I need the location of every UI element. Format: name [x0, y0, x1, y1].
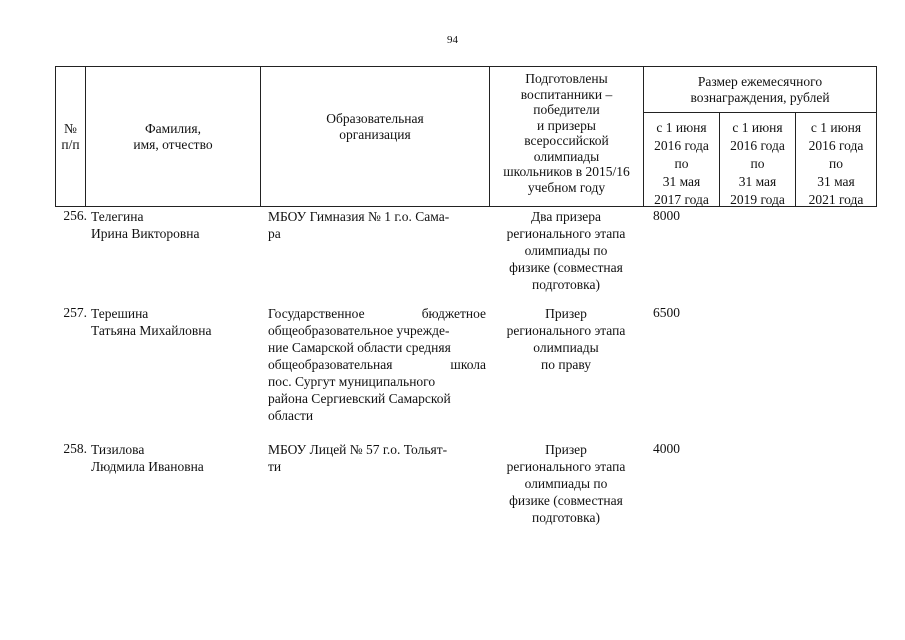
- header-olymp-line: воспитанники –: [520, 86, 613, 102]
- row-organization: [268, 208, 486, 242]
- org-line: ти: [268, 459, 282, 474]
- org-line: ние Самарской области средняя: [268, 340, 451, 355]
- header-period-2019: [720, 113, 796, 207]
- table-header: [55, 66, 877, 207]
- header-reward-title: [644, 67, 876, 113]
- header-period-2017: [644, 113, 720, 207]
- row-olympiad-result: [489, 208, 643, 293]
- period-line: 2017 года: [654, 192, 709, 207]
- olymp-line: регионального этапа: [506, 459, 626, 474]
- org-line: [268, 356, 486, 373]
- header-olymp-line: всероссийской: [524, 133, 609, 148]
- period-line: 31 мая: [662, 174, 701, 189]
- olymp-line: физике (совместная: [509, 260, 623, 275]
- header-olymp-line: олимпиады: [533, 148, 600, 164]
- period-line: с 1 июня: [656, 120, 707, 135]
- org-line: пос. Сургут муниципального: [268, 374, 436, 389]
- org-word: школа: [450, 357, 486, 372]
- header-period-2021: [796, 113, 876, 207]
- page-number: 94: [447, 34, 458, 46]
- period-line: 2019 года: [730, 192, 785, 207]
- org-line: ра: [268, 226, 281, 241]
- header-number-line: п/п: [61, 136, 80, 152]
- org-word: бюджетное: [421, 306, 486, 321]
- org-line: МБОУ Гимназия № 1 г.о. Сама-: [268, 209, 450, 224]
- header-olymp-line: Подготовлены: [525, 71, 608, 86]
- header-number-line: №: [64, 120, 77, 136]
- olymp-line: олимпиады по: [524, 476, 608, 491]
- org-line: района Сергиевский Самарской: [268, 391, 451, 406]
- olymp-line: Два призера: [530, 209, 602, 224]
- row-olympiad-result: [489, 305, 643, 373]
- header-olymp-line: и призеры: [537, 117, 596, 133]
- org-line: МБОУ Лицей № 57 г.о. Тольят-: [268, 442, 448, 457]
- period-line: по: [829, 156, 843, 171]
- olymp-line: Призер: [545, 306, 587, 321]
- header-reward-group: [644, 67, 876, 206]
- row-organization: [268, 441, 486, 475]
- olymp-line: олимпиады по: [524, 243, 608, 258]
- period-line: с 1 июня: [732, 120, 783, 135]
- olymp-line: подготовка): [532, 510, 600, 525]
- header-olymp-line: школьников в 2015/16: [503, 164, 630, 179]
- org-line: области: [268, 408, 314, 423]
- period-line: по: [750, 156, 765, 171]
- period-line: 31 мая: [738, 174, 777, 189]
- period-line: 2016 года: [808, 138, 864, 153]
- header-name-line: имя, отчество: [133, 136, 213, 152]
- row-olympiad-result: [489, 441, 643, 526]
- row-full-name: [91, 441, 266, 475]
- olymp-line: олимпиады: [533, 340, 599, 355]
- name-line: Татьяна Михайловна: [91, 323, 212, 338]
- header-organization-column: [261, 67, 490, 206]
- name-line: Людмила Ивановна: [91, 459, 204, 474]
- row-number: 258.: [63, 441, 87, 456]
- header-olymp-line: учебном году: [527, 179, 606, 195]
- olymp-line: по праву: [541, 357, 591, 372]
- olymp-line: подготовка): [532, 277, 600, 292]
- org-line: [268, 305, 486, 322]
- header-name-column: [86, 67, 261, 206]
- org-line: общеобразовательное учрежде-: [268, 323, 450, 338]
- name-line: Терешина: [91, 306, 149, 321]
- name-line: Телегина: [91, 209, 144, 224]
- olymp-line: регионального этапа: [506, 226, 626, 241]
- olymp-line: физике (совместная: [509, 493, 623, 508]
- row-number: 256.: [63, 208, 87, 223]
- header-reward-line: вознаграждения, рублей: [690, 90, 830, 105]
- period-line: 2016 года: [654, 138, 709, 153]
- period-line: с 1 июня: [810, 120, 862, 135]
- olymp-line: регионального этапа: [506, 323, 626, 338]
- header-olymp-line: победители: [533, 102, 600, 117]
- row-reward-amount: 8000: [653, 208, 680, 223]
- olymp-line: Призер: [545, 442, 587, 457]
- header-olympiad-column: [490, 67, 644, 206]
- header-org-line: Образовательная: [326, 111, 424, 126]
- row-reward-amount: 4000: [653, 441, 680, 456]
- header-number-column: [56, 67, 86, 206]
- name-line: Тизилова: [91, 442, 145, 457]
- row-organization: [268, 305, 486, 424]
- row-reward-amount: 6500: [653, 305, 680, 320]
- row-full-name: [91, 305, 266, 339]
- org-word: общеобразовательная: [268, 357, 393, 372]
- period-line: 31 мая: [817, 174, 855, 189]
- name-line: Ирина Викторовна: [91, 226, 200, 241]
- period-line: по: [674, 156, 689, 171]
- period-line: 2016 года: [730, 138, 785, 153]
- row-full-name: [91, 208, 266, 242]
- org-word: Государственное: [268, 306, 365, 321]
- header-name-line: Фамилия,: [145, 120, 201, 136]
- period-line: 2021 года: [808, 192, 864, 207]
- header-reward-line: Размер ежемесячного: [697, 74, 823, 89]
- row-number: 257.: [63, 305, 87, 320]
- header-org-line: организация: [339, 127, 411, 142]
